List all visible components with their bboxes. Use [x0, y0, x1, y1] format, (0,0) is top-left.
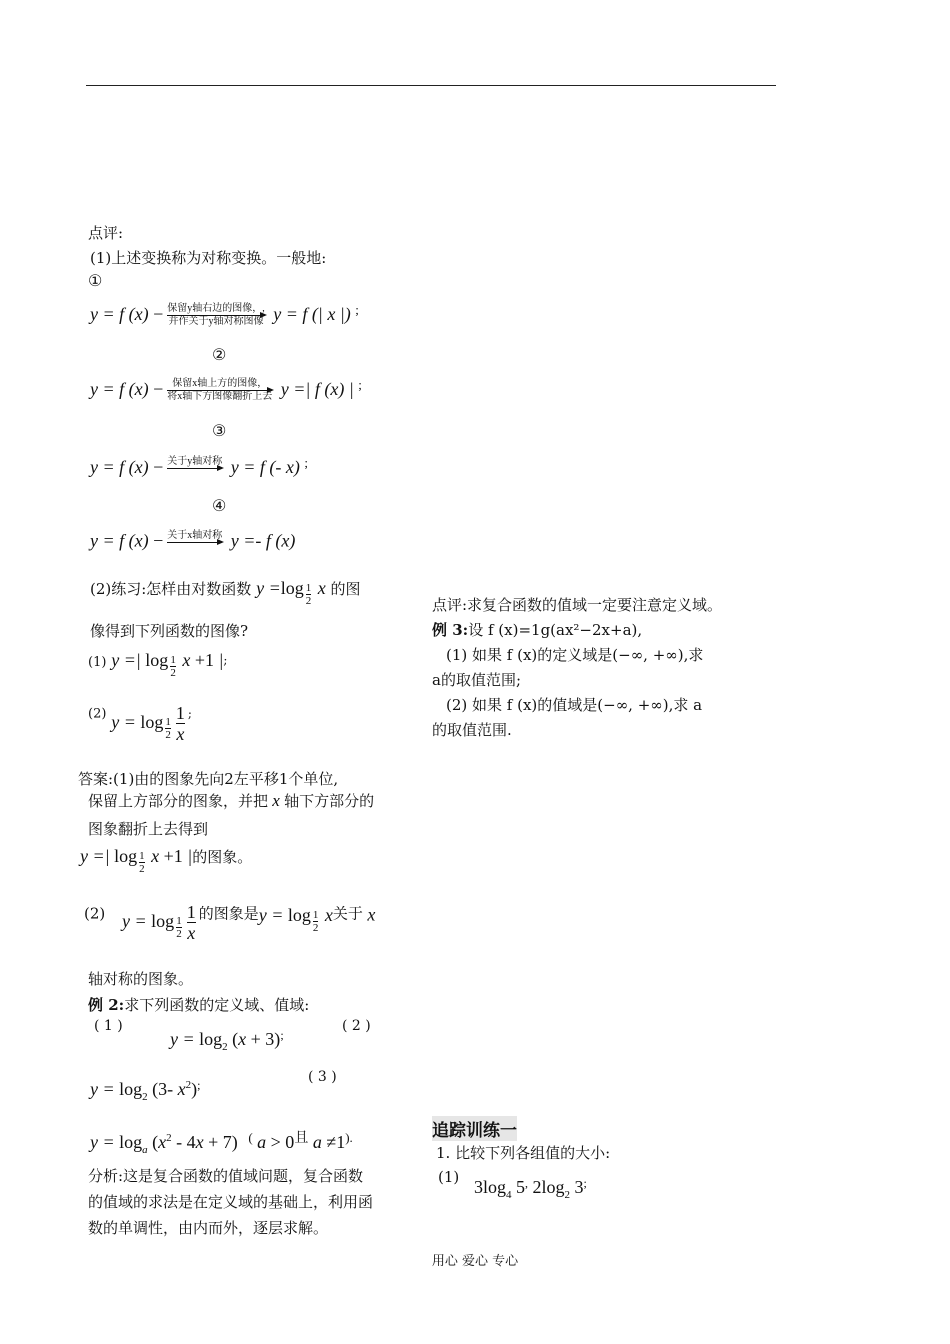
item-number-2: ②	[212, 345, 227, 364]
answer-line-1: 答案:(1)由的图象先向2左平移1个单位,	[78, 770, 339, 788]
and-char: 且	[294, 1131, 309, 1146]
item-number-4: ④	[212, 496, 227, 515]
transform-3-top: 关于y轴对称	[167, 456, 223, 468]
analysis-line-3: 数的单调性，由内而外，逐层求解。	[88, 1219, 329, 1237]
transform-2-bottom: 将x轴下方图像翻折上去	[167, 391, 273, 403]
answer-line-3: 图象翻折上去得到	[88, 820, 209, 838]
example-2-part-1: ( 1 )	[94, 1018, 123, 1034]
analysis-block	[88, 1163, 373, 1241]
page-footer: 用心 爱心 专心	[431, 1254, 519, 1269]
exercise-question: (2)练习:怎样由对数函数 y =log $\frac{1}{2}$ x 的图	[90, 578, 361, 607]
example-2-part-3: ( 3 )	[308, 1069, 337, 1085]
comment-label: 点评:	[88, 224, 124, 242]
exercise-part-1: (1) y =| log $\frac{1}{2}$ x +1 |;	[88, 650, 228, 679]
answer-line-2: 保留上方部分的图象，并把 x 轴下方部分的	[88, 791, 375, 810]
example-3-part-2: (2) 如果 f (x)的值域是(−∞, +∞),求 a	[446, 696, 703, 714]
example-3-part-1-cont: a的取值范围;	[432, 671, 521, 689]
exercise-question-cont: 像得到下列函数的图像?	[90, 622, 249, 640]
formula-transform-3: y = f (x) − 关于y轴对称 y = f (- x) ;	[90, 455, 309, 477]
header-rule	[86, 85, 776, 86]
transform-4-top: 关于x轴对称	[167, 530, 223, 541]
example-2-part-2: ( 2 )	[342, 1018, 371, 1034]
formula-transform-1: y = f (x) − 保留y轴右边的图像，, 并作关于y轴对称图像 y = f (| x |) ;	[90, 302, 359, 328]
example-2-formula-1: $y = \log_2 (x + 3)^;$	[170, 1028, 284, 1053]
para-symmetry: (1)上述变换称为对称变换。一般地:	[90, 249, 327, 267]
training-part-1: (1)	[438, 1168, 460, 1186]
exercise-part-2: (2) y = log $\frac{1}{2}$ $\frac{1}{x}$ ;	[88, 703, 192, 744]
analysis-line-1: 分析:这是复合函数的值域问题，复合函数	[88, 1167, 364, 1185]
transform-2-top: 保留x轴上方的图像，	[172, 378, 268, 390]
training-heading: 追踪训练一	[432, 1116, 517, 1141]
item-number-3: ③	[212, 421, 227, 440]
example-2-formula-3: $y = \log_a (x^2 - 4x + 7)$ ( $a > 0^且$ a ≠1).	[90, 1130, 353, 1156]
formula-transform-2: y = f (x) − 保留x轴上方的图像， 将x轴下方图像翻折上去 y =| f (x) | ;	[90, 377, 362, 403]
answer-line-5: (2) y = log $\frac{1}{2}$ $\frac{1}{x}$ 的图象是y = log $\frac{1}{2}$ x关于 x	[84, 902, 376, 943]
answer-line-4: y =| log $\frac{1}{2}$ x +1 |的图象。	[80, 846, 253, 875]
item-number-1: ①	[88, 271, 103, 290]
answer-line-6: 轴对称的图象。	[88, 970, 194, 988]
example-3-part-2-cont: 的取值范围.	[432, 721, 512, 739]
training-item-1: 1. 比较下列各组值的大小:	[436, 1144, 611, 1162]
transform-1-top: 保留y轴右边的图像，,	[167, 303, 265, 315]
example-3-part-1: (1) 如果 f (x)的定义域是(−∞, +∞),求	[446, 646, 704, 664]
analysis-line-2: 的值域的求法是在定义域的基础上，利用函	[88, 1193, 374, 1211]
training-formula-1: $3\log_4$ 5, $2\log_2$ 3;	[474, 1176, 587, 1201]
right-comment: 点评:求复合函数的值域一定要注意定义域。	[432, 596, 723, 614]
example-3-title: 例 3:设 f (x)=1g(ax²−2x+a),	[432, 621, 643, 639]
example-2-formula-2: $y = \log_2 (3-$ $x^2)^;$	[90, 1078, 201, 1103]
example-2-title: 例 2:求下列函数的定义域、值域:	[88, 996, 310, 1014]
transform-1-bottom: 并作关于y轴对称图像	[168, 316, 264, 328]
formula-transform-4: y = f (x) − 关于x轴对称 y =- f (x)	[90, 530, 296, 551]
